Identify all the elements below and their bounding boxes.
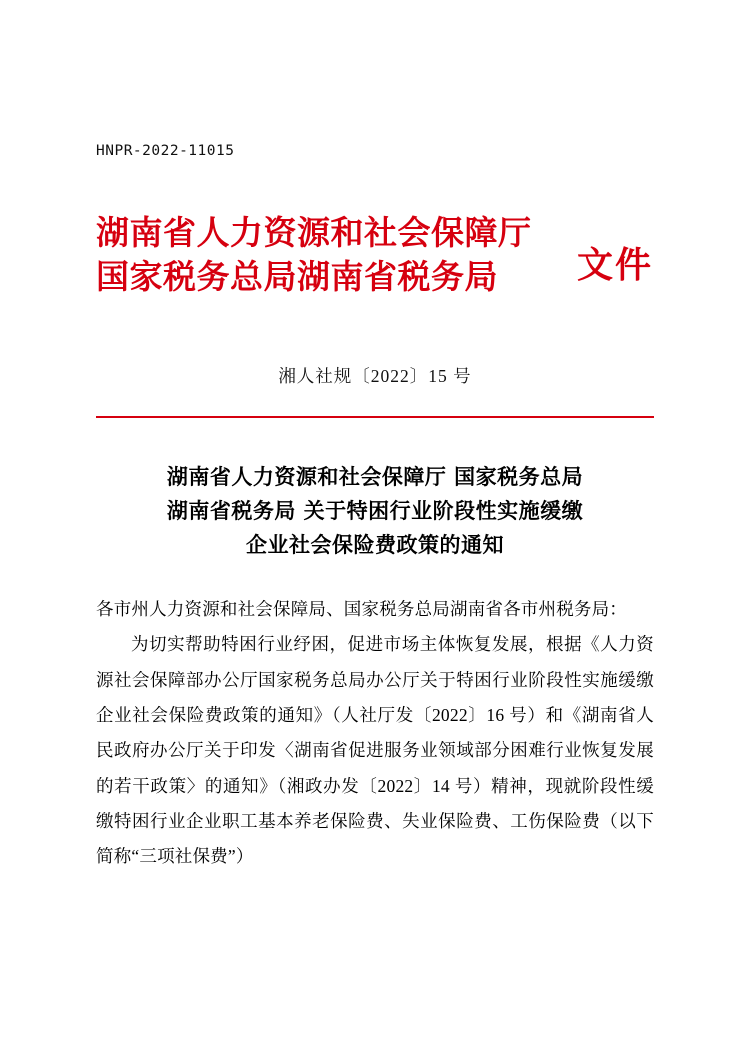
document-code: HNPR-2022-11015 <box>96 143 235 159</box>
red-divider-rule <box>96 416 654 418</box>
document-body <box>96 592 654 875</box>
masthead-line-2: 国家税务总局湖南省税务局 <box>96 256 498 296</box>
body-paragraph-1: 为切实帮助特困行业纾困，促进市场主体恢复发展，根据《人力资源社会保障部办公厅国家税务总局办公厅关于特困行业阶段性实施缓缴企业社会保险费政策的通知》（人社厅发〔2022〕16 号）和《湖南省人民政府办公厅关于印发〈湖南省促进服务业领域部分困难行业恢复发展的若干政策〉的通知》（湘政办发〔2022〕14 号）精神，现就阶段性缓缴特困行业企业职工基本养老保险费、失业保险费、工伤保险费（以下简称“三项社保费”） <box>96 634 654 867</box>
body-addressee: 各市州人力资源和社会保障局、国家税务总局湖南省各市州税务局： <box>96 599 627 620</box>
masthead-agency-names <box>96 211 654 298</box>
document-title <box>96 460 654 562</box>
masthead <box>96 211 654 323</box>
masthead-suffix-label: 文件 <box>576 244 653 286</box>
issue-number: 湘人社规〔2022〕15 号 <box>278 366 472 386</box>
document-title-line-1: 湖南省人力资源和社会保障厅 国家税务总局 <box>166 464 584 489</box>
document-title-line-2: 湖南省税务局 关于特困行业阶段性实施缓缴 <box>166 498 584 524</box>
masthead-line-1: 湖南省人力资源和社会保障厅 <box>96 213 532 252</box>
document-title-line-3: 企业社会保险费政策的通知 <box>246 532 504 558</box>
